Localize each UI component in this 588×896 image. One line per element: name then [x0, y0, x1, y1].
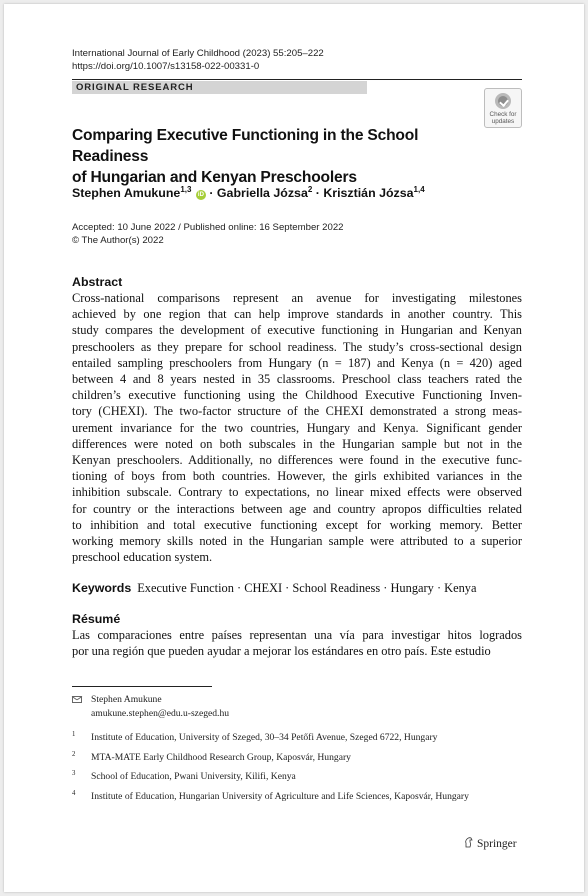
abstract-line: inhibition subscale. Contrary to expectations, no linear mixed effects were observed [72, 485, 522, 500]
envelope-icon [72, 696, 82, 703]
abstract-line: children’s executive functioning using the Childhood Executive Functioning Inven- [72, 388, 522, 403]
article-title [72, 125, 492, 188]
abstract-line: differences were noted on both subscales in the Hungarian sample but not in the [72, 436, 522, 451]
publisher-name: Springer [477, 838, 517, 850]
author-affiliation-sup: 1,3 [180, 185, 192, 194]
affiliation-4 [72, 790, 492, 818]
abstract-line: between 4 and 8 years nested in 35 classrooms. Preschool class teachers rated the [72, 372, 522, 387]
abstract-line: working memory skills noted in the Hungarian sample were attributed to a superior [72, 534, 522, 549]
keywords-line [72, 581, 477, 596]
check-updates-line1: Check for [489, 111, 517, 118]
affiliation-text: MTA-MATE Early Childhood Research Group, Kaposvár, Hungary [91, 752, 351, 763]
resume-line: por una región que pueden ayudar a mejorar los estándares en otro país. Este estudio [72, 644, 491, 659]
abstract-line: for country or the interactions between age and country apropos difficulties related [72, 501, 522, 516]
resume-line: Las comparaciones entre países representan una vía para investigar hitos logrados [72, 628, 522, 642]
affiliation-text: School of Education, Pwani University, Kilifi, Kenya [91, 771, 296, 782]
journal-citation: International Journal of Early Childhood (2023) 55:205–222 [72, 48, 324, 59]
footnote-rule [72, 686, 212, 687]
abstract-line: preschool education system. [72, 550, 213, 565]
abstract-line: Kenyan preschoolers. Additionally, no differences were found in the executive func- [72, 453, 522, 468]
accepted-date: Accepted: 10 June 2022 / Published online: 16 September 2022 [72, 222, 344, 233]
check-for-updates-badge[interactable] [484, 88, 522, 128]
publisher-logo [464, 837, 517, 850]
title-line-2: of Hungarian and Kenyan Preschoolers [72, 169, 357, 186]
abstract-line: tioning of boys from both countries. However, the girls exhibited variances in the [72, 469, 522, 484]
abstract-line: study compares the development of executive functioning in Hungarian and Kenyan [72, 323, 522, 338]
abstract-line: urement invariance for the two countries, Hungary and Kenya. Significant gender [72, 420, 522, 435]
affiliation-number: 2 [72, 751, 76, 758]
affiliation-3 [72, 770, 492, 784]
affiliation-text: Institute of Education, Hungarian University of Agriculture and Life Sciences, Kaposvár, Hungary [91, 791, 469, 802]
author-separator: · [312, 186, 324, 201]
affiliation-2 [72, 751, 492, 765]
keywords-text: Executive Function · CHEXI · School Readiness · Hungary · Kenya [137, 581, 477, 595]
affiliation-number: 3 [72, 770, 76, 777]
check-updates-icon [495, 93, 511, 109]
author-name[interactable]: Gabriella Józsa [216, 186, 308, 201]
affiliation-1 [72, 731, 492, 745]
abstract-line: to inhibition and total executive functioning except for working memory. Better [72, 517, 522, 532]
check-updates-line2: updates [491, 118, 515, 125]
publication-dates [72, 221, 344, 247]
author-affiliation-sup: 2 [307, 185, 313, 194]
abstract-heading: Abstract [72, 275, 123, 289]
resume-heading: Résumé [72, 612, 121, 626]
abstract-line: entailed sampling preschoolers from Hungary (n = 187) and Kenya (n = 420) aged [72, 355, 522, 370]
abstract-line: preschoolers as they prepare for school readiness. The study’s cross-sectional design [72, 339, 522, 354]
correspondence-email[interactable]: amukune.stephen@edu.u-szeged.hu [91, 708, 230, 719]
springer-horse-icon [464, 837, 473, 848]
abstract-body [72, 290, 522, 565]
correspondence-block [72, 693, 372, 723]
doi-link[interactable]: https://doi.org/10.1007/s13158-022-00331-0 [72, 60, 260, 72]
resume-body [72, 627, 522, 659]
abstract-line: Cross-national comparisons represent an avenue for investigating milestones [72, 291, 522, 305]
author-separator: · [205, 186, 217, 201]
copyright-line: © The Author(s) 2022 [72, 235, 164, 246]
author-name[interactable]: Krisztián Józsa [323, 186, 414, 201]
title-line-1: Comparing Executive Functioning in the School Readiness [72, 127, 419, 165]
section-label: ORIGINAL RESEARCH [72, 81, 367, 94]
abstract-line: tory (CHEXI). The two-factor structure of the CHEXI demonstrated a strong meas- [72, 404, 522, 419]
author-name[interactable]: Stephen Amukune [72, 186, 181, 201]
header-rule [72, 79, 522, 80]
affiliation-number: 4 [72, 790, 76, 797]
author-list [72, 185, 425, 200]
author-affiliation-sup: 1,4 [413, 185, 425, 194]
abstract-line: achieved by one region that can help improve standards in another country. This [72, 307, 522, 322]
affiliation-text: Institute of Education, University of Szeged, 30–34 Petőfi Avenue, Szeged 6722, Hungary [91, 732, 438, 743]
orcid-icon[interactable]: iD [197, 192, 204, 199]
paper-page [4, 4, 584, 892]
keywords-label: Keywords [72, 581, 132, 595]
affiliation-number: 1 [72, 731, 76, 738]
correspondence-name: Stephen Amukune [91, 694, 162, 705]
journal-header [72, 48, 324, 73]
